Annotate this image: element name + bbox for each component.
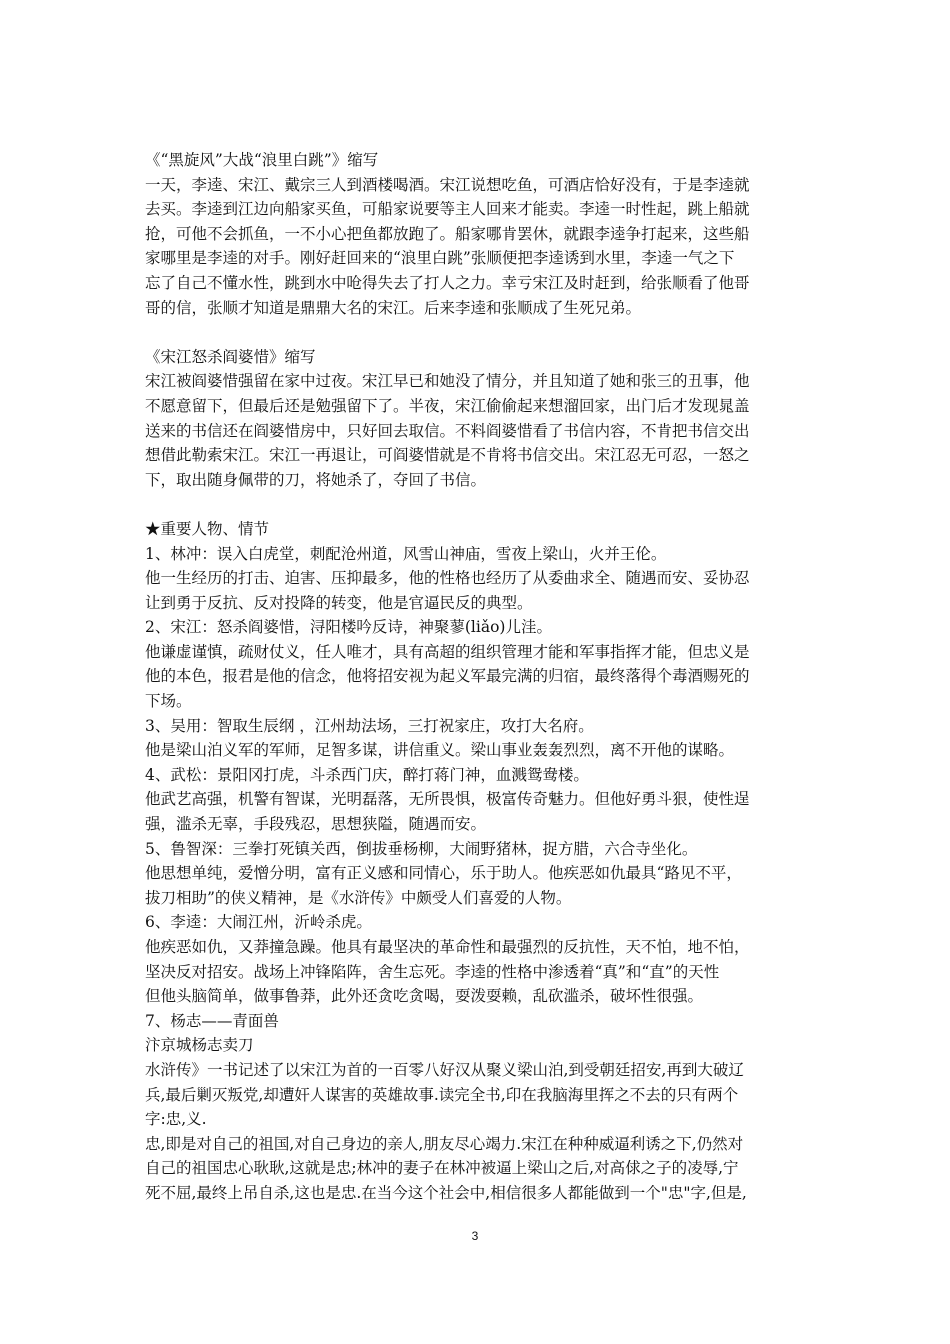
text-line: 哥的信，张顺才知道是鼎鼎大名的宋江。后来李逵和张顺成了生死兄弟。	[145, 298, 642, 317]
text-line: 他的本色，报君是他的信念，他将招安视为起义军最完满的归宿，最终落得个毒酒赐死的	[145, 667, 750, 686]
text-line: 兵,最后剿灭叛党,却遭奸人谋害的英雄故事.读完全书,印在我脑海里挥之不去的只有两个	[145, 1085, 739, 1104]
text-line: 拔刀相助”的侠义精神，是《水浒传》中颇受人们喜爱的人物。	[145, 888, 572, 907]
text-line: 他谦虚谨慎，疏财仗义，任人唯才，具有高超的组织管理才能和军事指挥才能，但忠义是	[145, 642, 750, 661]
text-line: 汴京城杨志卖刀	[145, 1036, 254, 1055]
text-line: 一天，李逵、宋江、戴宗三人到酒楼喝酒。宋江说想吃鱼，可酒店恰好没有，于是李逵就	[145, 175, 750, 194]
text-line: 5、鲁智深：三拳打死镇关西，倒拔垂杨柳，大闹野猪林，捉方腊，六合寺坐化。	[145, 839, 698, 858]
text-line: 自己的祖国忠心耿耿,这就是忠;林冲的妻子在林冲被逼上梁山之后,对高俅之子的凌辱,宁	[145, 1159, 739, 1178]
text-line: 宋江被阎婆惜强留在家中过夜。宋江早已和她没了情分，并且知道了她和张三的丑事，他	[145, 372, 750, 391]
text-line: 1、林冲：误入白虎堂，刺配沧州道，风雪山神庙，雪夜上梁山，火并王伦。	[145, 544, 667, 563]
text-line: 他思想单纯，爱憎分明，富有正义感和同情心，乐于助人。他疾恶如仇最具“路见不平，	[145, 864, 742, 883]
text-line: 字:忠,义.	[145, 1110, 207, 1129]
text-line: 他疾恶如仇，又莽撞急躁。他具有最坚决的革命性和最强烈的反抗性，天不怕，地不怕，	[145, 938, 750, 956]
text-line: 抢，可他不会抓鱼，一不小心把鱼都放跑了。船家哪肯罢休，就跟李逵争打起来，这些船	[145, 224, 750, 243]
text-line: 去买。李逵到江边向船家买鱼，可船家说要等主人回来才能卖。李逵一时性起，跳上船就	[145, 200, 750, 219]
text-line: 忘了自己不懂水性，跳到水中呛得失去了打人之力。幸亏宋江及时赶到，给张顺看了他哥	[145, 273, 750, 292]
text-line: 让到勇于反抗、反对投降的转变，他是官逼民反的典型。	[145, 593, 533, 612]
text-line: 4、武松：景阳冈打虎，斗杀西门庆，醉打蒋门神，血溅鸳鸯楼。	[145, 765, 589, 784]
text-line: 但他头脑简单，做事鲁莽，此外还贪吃贪喝，耍泼耍赖，乱砍滥杀，破坏性很强。	[145, 987, 704, 1006]
text-line: 《宋江怒杀阎婆惜》缩写	[145, 347, 316, 366]
text-line: 水浒传》一书记述了以宋江为首的一百零八好汉从聚义梁山泊,到受朝廷招安,再到大破辽	[145, 1060, 744, 1079]
text-line: 7、杨志——青面兽	[145, 1011, 279, 1030]
blank-line	[145, 492, 813, 517]
body-text	[145, 148, 813, 1206]
text-line: 他是梁山泊义军的军师，足智多谋，讲信重义。梁山事业轰轰烈烈，离不开他的谋略。	[145, 741, 735, 760]
text-line: 想借此勒索宋江。宋江一再退让，可阎婆惜就是不肯将书信交出。宋江忍无可忍，一怒之	[145, 446, 750, 465]
text-line: 下场。	[145, 692, 192, 711]
text-line: 强，滥杀无辜，手段残忍，思想狭隘，随遇而安。	[145, 815, 487, 834]
page-number: 3	[471, 1229, 479, 1243]
text-line: 不愿意留下，但最后还是勉强留下了。半夜，宋江偷偷起来想溜回家，出门后才发现晁盖	[145, 396, 750, 415]
text-line: 家哪里是李逵的对手。刚好赶回来的“浪里白跳”张顺便把李逵诱到水里，李逵一气之下	[145, 249, 735, 268]
text-line: 6、李逵：大闹江州，沂岭杀虎。	[145, 913, 372, 932]
text-line: ★重要人物、情节	[145, 519, 270, 538]
text-line: 忠,即是对自己的祖国,对自己身边的亲人,朋友尽心竭力.宋江在种种威逼利诱之下,仍然对	[145, 1134, 744, 1153]
text-line: 《“黑旋风”大战“浪里白跳”》缩写	[145, 151, 379, 169]
text-line: 2、宋江：怒杀阎婆惜，浔阳楼吟反诗，神聚蓼(liǎo)儿洼。	[145, 618, 552, 637]
text-line: 他一生经历的打击、迫害、压抑最多，他的性格也经历了从委曲求全、随遇而安、妥协忍	[145, 569, 750, 588]
blank-line	[145, 320, 813, 345]
text-line: 下，取出随身佩带的刀，将她杀了，夺回了书信。	[145, 470, 487, 489]
text-line: 坚决反对招安。战场上冲锋陷阵，舍生忘死。李逵的性格中渗透着“真”和“直”的天性	[145, 962, 720, 981]
text-line: 他武艺高强，机警有智谋，光明磊落，无所畏惧，极富传奇魅力。但他好勇斗狠，使性逞	[145, 790, 750, 809]
text-line: 死不屈,最终上吊自杀,这也是忠.在当今这个社会中,相信很多人都能做到一个"忠"字,但是,	[145, 1183, 747, 1202]
text-line: 3、吴用：智取生辰纲 ，江州劫法场，三打祝家庄，攻打大名府。	[145, 716, 594, 735]
text-line: 送来的书信还在阎婆惜房中，只好回去取信。不料阎婆惜看了书信内容，不肯把书信交出	[145, 421, 750, 440]
